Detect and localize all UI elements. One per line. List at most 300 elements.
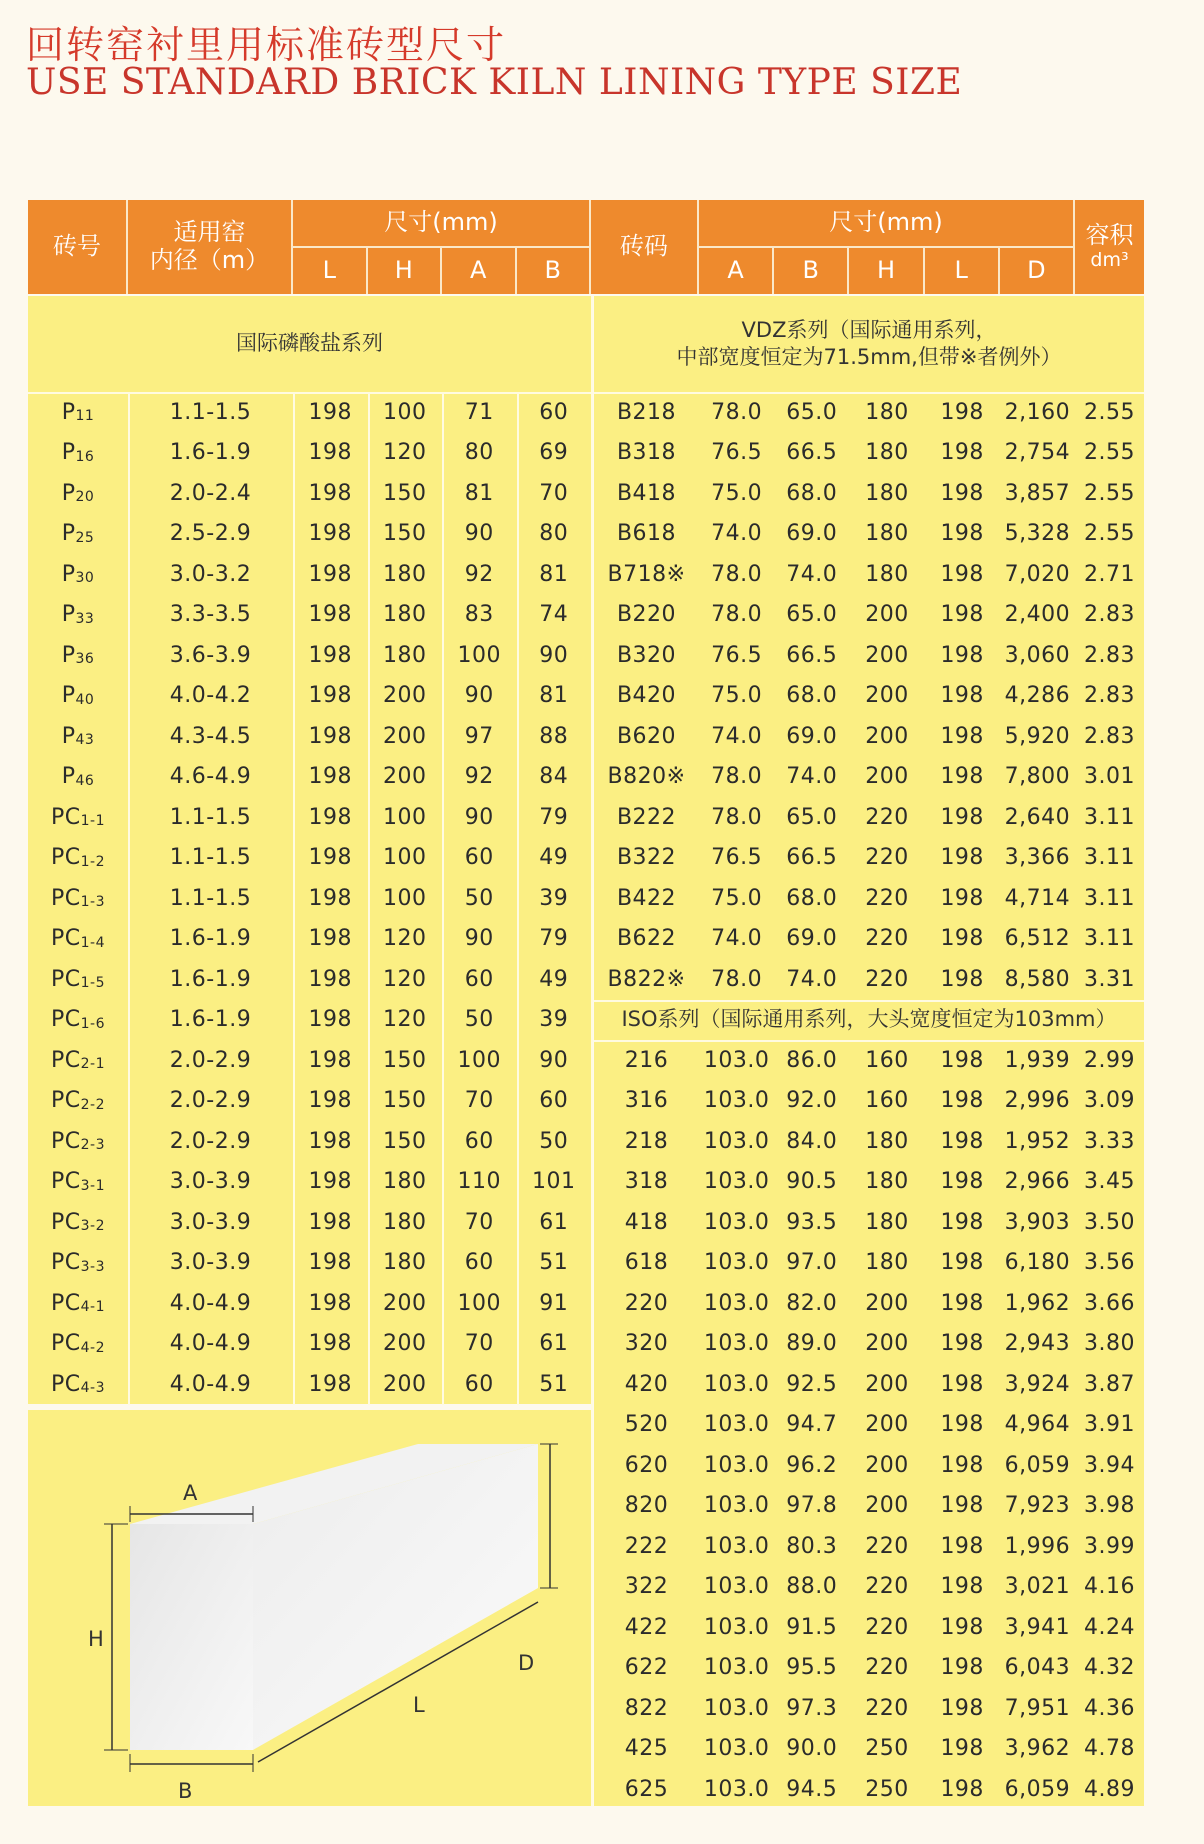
table-row	[0, 797, 1204, 838]
cell-H: 220	[865, 845, 909, 871]
cell-H: 200	[383, 1331, 427, 1357]
cell-L: 198	[940, 480, 984, 506]
brick-no-subscript: 1-4	[80, 934, 105, 951]
cell-H: 200	[383, 1371, 427, 1397]
brick-no-subscript: 2-1	[80, 1056, 105, 1073]
cell-d: 1.1-1.5	[169, 845, 252, 871]
cell-B: 93.5	[786, 1209, 838, 1235]
cell-B: 68.0	[786, 683, 838, 709]
cell-B: 80	[539, 521, 569, 547]
cell-A: 103.0	[703, 1533, 770, 1559]
cell-L: 198	[308, 1371, 352, 1397]
header-left-col: L	[293, 248, 368, 294]
table-row	[0, 716, 1204, 757]
cell-L: 198	[308, 764, 352, 790]
cell-H: 180	[383, 602, 427, 628]
cell-L: 198	[940, 1533, 984, 1559]
cell-B: 65.0	[786, 602, 838, 628]
row-divider	[28, 392, 591, 394]
cell-H: 100	[383, 804, 427, 830]
cell-B: 96.2	[786, 1452, 838, 1478]
cell-B: 69	[539, 440, 569, 466]
cell-code: B622	[616, 926, 677, 952]
cell-D: 7,800	[1004, 764, 1071, 790]
cell-H: 200	[865, 1493, 909, 1519]
cell-B: 68.0	[786, 885, 838, 911]
cell-d: 2.0-2.4	[169, 480, 252, 506]
cell-L: 198	[940, 966, 984, 992]
brick-no-subscript: 4-1	[80, 1299, 105, 1316]
cell-V: 4.36	[1084, 1695, 1135, 1721]
cell-D: 6,512	[1004, 926, 1071, 952]
cell-L: 198	[940, 1128, 984, 1154]
left-series-label: 国际磷酸盐系列	[236, 331, 383, 356]
table-row	[0, 1364, 1204, 1405]
cell-A: 75.0	[711, 683, 763, 709]
header-volume	[1075, 200, 1144, 294]
cell-L: 198	[940, 1655, 984, 1681]
cell-B: 49	[539, 966, 569, 992]
cell-V: 3.11	[1084, 845, 1135, 871]
cell-H: 200	[865, 602, 909, 628]
cell-B: 74.0	[786, 561, 838, 587]
cell-d: 1.6-1.9	[169, 966, 252, 992]
cell-H: 180	[383, 1250, 427, 1276]
cell-V: 4.89	[1084, 1776, 1135, 1802]
cell-d: 1.1-1.5	[169, 885, 252, 911]
cell-D: 3,857	[1004, 480, 1071, 506]
cell-code: B318	[616, 440, 677, 466]
brick-no-prefix: PC	[50, 1047, 81, 1073]
brick-no-subscript: 43	[75, 732, 95, 749]
cell-H: 180	[865, 440, 909, 466]
cell-B: 101	[532, 1169, 576, 1195]
cell-A: 60	[464, 1128, 494, 1154]
cell-A: 103.0	[703, 1614, 770, 1640]
cell-code: 622	[624, 1655, 669, 1681]
cell-H: 150	[383, 1128, 427, 1154]
cell-L: 198	[940, 926, 984, 952]
cell-d: 1.1-1.5	[169, 399, 252, 425]
brick-no-prefix: P	[61, 602, 76, 628]
table-row	[0, 1040, 1204, 1081]
cell-A: 103.0	[703, 1128, 770, 1154]
cell-A: 103.0	[703, 1452, 770, 1478]
brick-front-face	[130, 1524, 253, 1750]
cell-B: 92.0	[786, 1088, 838, 1114]
cell-D: 6,059	[1004, 1452, 1071, 1478]
cell-d: 1.6-1.9	[169, 926, 252, 952]
cell-B: 50	[539, 1128, 569, 1154]
cell-L: 198	[940, 1250, 984, 1276]
cell-L: 198	[940, 804, 984, 830]
cell-H: 200	[383, 1290, 427, 1316]
cell-H: 180	[865, 1128, 909, 1154]
cell-L: 198	[940, 1452, 984, 1478]
cell-D: 5,920	[1004, 723, 1071, 749]
cell-B: 97.8	[786, 1493, 838, 1519]
cell-D: 6,180	[1004, 1250, 1071, 1276]
cell-A: 97	[464, 723, 494, 749]
cell-H: 200	[865, 1412, 909, 1438]
cell-B: 70	[539, 480, 569, 506]
cell-A: 78.0	[711, 561, 763, 587]
cell-V: 4.32	[1084, 1655, 1135, 1681]
cell-H: 220	[865, 1655, 909, 1681]
cell-H: 200	[865, 1371, 909, 1397]
cell-A: 76.5	[711, 642, 763, 668]
cell-A: 100	[457, 1047, 501, 1073]
brick-no-prefix: P	[61, 683, 76, 709]
table-row	[0, 878, 1204, 919]
cell-L: 198	[940, 1331, 984, 1357]
header-left-col: H	[368, 248, 443, 294]
dim-a-label: A	[183, 1481, 198, 1505]
brick-no-prefix: P	[61, 440, 76, 466]
cell-L: 198	[940, 1169, 984, 1195]
cell-D: 6,043	[1004, 1655, 1071, 1681]
cell-A: 103.0	[703, 1169, 770, 1195]
cell-d: 3.6-3.9	[169, 642, 252, 668]
cell-V: 2.99	[1084, 1047, 1135, 1073]
brick-no-prefix: PC	[50, 804, 81, 830]
cell-B: 81	[539, 561, 569, 587]
cell-d: 4.0-4.2	[169, 683, 252, 709]
cell-B: 89.0	[786, 1331, 838, 1357]
cell-H: 100	[383, 845, 427, 871]
page-title-cn: 回转窑衬里用标准砖型尺寸	[26, 23, 507, 67]
brick-no-subscript: 1-3	[80, 894, 105, 911]
brick-no-prefix: P	[61, 480, 76, 506]
table-row	[0, 514, 1204, 555]
cell-V: 2.71	[1084, 561, 1135, 587]
cell-H: 180	[865, 480, 909, 506]
header-kiln-diameter-line1: 适用窑	[173, 218, 246, 247]
cell-V: 3.94	[1084, 1452, 1135, 1478]
cell-A: 100	[457, 1290, 501, 1316]
cell-B: 61	[539, 1209, 569, 1235]
column-divider	[442, 392, 444, 1405]
cell-D: 2,996	[1004, 1088, 1071, 1114]
cell-L: 198	[940, 1614, 984, 1640]
brick-no-prefix: PC	[50, 885, 81, 911]
cell-L: 198	[940, 521, 984, 547]
header-left-col: B	[517, 248, 592, 294]
cell-L: 198	[308, 1169, 352, 1195]
cell-H: 180	[865, 561, 909, 587]
cell-B: 84.0	[786, 1128, 838, 1154]
cell-B: 90.5	[786, 1169, 838, 1195]
cell-H: 100	[383, 885, 427, 911]
cell-H: 220	[865, 926, 909, 952]
column-divider	[128, 392, 130, 1405]
cell-B: 91	[539, 1290, 569, 1316]
brick-no-subscript: 3-3	[80, 1258, 105, 1275]
cell-B: 90	[539, 1047, 569, 1073]
cell-H: 160	[865, 1088, 909, 1114]
cell-B: 86.0	[786, 1047, 838, 1073]
cell-D: 7,923	[1004, 1493, 1071, 1519]
page-title-en: USE STANDARD BRICK KILN LINING TYPE SIZE	[26, 62, 963, 103]
cell-L: 198	[308, 642, 352, 668]
table-row	[0, 392, 1204, 433]
cell-L: 198	[308, 1331, 352, 1357]
cell-L: 198	[940, 1290, 984, 1316]
brick-no-subscript: 1-1	[80, 813, 105, 830]
cell-d: 3.0-3.2	[169, 561, 252, 587]
table-row	[0, 1324, 1204, 1365]
cell-A: 103.0	[703, 1209, 770, 1235]
header-brick-code: 砖码	[591, 200, 699, 294]
cell-A: 110	[457, 1169, 501, 1195]
brick-no-subscript: 46	[75, 772, 95, 789]
cell-L: 198	[940, 1776, 984, 1802]
cell-B: 69.0	[786, 723, 838, 749]
cell-H: 100	[383, 399, 427, 425]
cell-A: 76.5	[711, 440, 763, 466]
cell-H: 150	[383, 480, 427, 506]
cell-L: 198	[940, 723, 984, 749]
cell-d: 3.0-3.9	[169, 1250, 252, 1276]
cell-V: 2.83	[1084, 642, 1135, 668]
cell-B: 51	[539, 1250, 569, 1276]
brick-no-subscript: 20	[75, 489, 95, 506]
cell-L: 198	[308, 1209, 352, 1235]
cell-L: 198	[308, 521, 352, 547]
cell-H: 220	[865, 1695, 909, 1721]
cell-B: 79	[539, 804, 569, 830]
cell-D: 6,059	[1004, 1776, 1071, 1802]
cell-L: 198	[308, 804, 352, 830]
cell-B: 39	[539, 885, 569, 911]
cell-V: 3.99	[1084, 1533, 1135, 1559]
brick-no-subscript: 33	[75, 610, 95, 627]
cell-L: 198	[308, 1290, 352, 1316]
cell-A: 70	[464, 1331, 494, 1357]
cell-d: 4.0-4.9	[169, 1331, 252, 1357]
cell-V: 3.33	[1084, 1128, 1135, 1154]
cell-L: 198	[940, 885, 984, 911]
cell-V: 3.11	[1084, 926, 1135, 952]
header-brick-no: 砖号	[28, 200, 128, 294]
cell-L: 198	[308, 561, 352, 587]
cell-code: B422	[616, 885, 677, 911]
cell-V: 3.66	[1084, 1290, 1135, 1316]
cell-B: 81	[539, 683, 569, 709]
cell-D: 3,962	[1004, 1736, 1071, 1762]
cell-B: 94.5	[786, 1776, 838, 1802]
cell-B: 60	[539, 399, 569, 425]
brick-no-prefix: PC	[50, 1290, 81, 1316]
cell-B: 88.0	[786, 1574, 838, 1600]
cell-A: 71	[464, 399, 494, 425]
cell-B: 49	[539, 845, 569, 871]
table-row	[0, 757, 1204, 798]
cell-L: 198	[940, 642, 984, 668]
cell-A: 50	[464, 1007, 494, 1033]
cell-code: 618	[624, 1250, 669, 1276]
brick-no-subscript: 25	[75, 529, 95, 546]
cell-H: 120	[383, 926, 427, 952]
cell-A: 80	[464, 440, 494, 466]
cell-A: 78.0	[711, 602, 763, 628]
brick-no-prefix: PC	[50, 845, 81, 871]
brick-no-subscript: 2-3	[80, 1137, 105, 1154]
cell-code: 322	[624, 1574, 669, 1600]
brick-no-subscript: 11	[75, 408, 95, 425]
cell-A: 81	[464, 480, 494, 506]
table-row	[0, 1202, 1204, 1243]
cell-code: 320	[624, 1331, 669, 1357]
dim-b-label: B	[178, 1779, 193, 1803]
cell-code: B222	[616, 804, 677, 830]
cell-L: 198	[940, 1493, 984, 1519]
cell-B: 74.0	[786, 764, 838, 790]
cell-B: 66.5	[786, 845, 838, 871]
cell-A: 60	[464, 845, 494, 871]
cell-A: 60	[464, 1371, 494, 1397]
cell-L: 198	[940, 1412, 984, 1438]
cell-d: 4.0-4.9	[169, 1290, 252, 1316]
cell-A: 78.0	[711, 399, 763, 425]
cell-H: 200	[383, 683, 427, 709]
cell-code: B218	[616, 399, 677, 425]
cell-H: 200	[865, 723, 909, 749]
cell-H: 180	[383, 642, 427, 668]
table-row	[0, 1081, 1204, 1122]
cell-B: 92.5	[786, 1371, 838, 1397]
table-row	[0, 595, 1204, 636]
cell-V: 3.80	[1084, 1331, 1135, 1357]
cell-H: 180	[383, 1209, 427, 1235]
cell-D: 1,952	[1004, 1128, 1071, 1154]
header-volume-line2: dm³	[1090, 248, 1129, 271]
cell-d: 1.6-1.9	[169, 1007, 252, 1033]
cell-D: 3,903	[1004, 1209, 1071, 1235]
cell-L: 198	[308, 440, 352, 466]
cell-H: 200	[383, 764, 427, 790]
cell-B: 65.0	[786, 804, 838, 830]
cell-B: 84	[539, 764, 569, 790]
cell-code: 418	[624, 1209, 669, 1235]
cell-V: 3.31	[1084, 966, 1135, 992]
cell-L: 198	[940, 764, 984, 790]
cell-L: 198	[308, 1007, 352, 1033]
cell-A: 103.0	[703, 1331, 770, 1357]
table-row	[0, 635, 1204, 676]
cell-H: 220	[865, 966, 909, 992]
cell-A: 74.0	[711, 926, 763, 952]
header-volume-line1: 容积	[1085, 221, 1134, 250]
brick-no-prefix: PC	[50, 1250, 81, 1276]
vdz-series-label	[594, 296, 1144, 392]
cell-V: 3.11	[1084, 885, 1135, 911]
cell-A: 78.0	[711, 966, 763, 992]
cell-H: 200	[865, 764, 909, 790]
cell-B: 68.0	[786, 480, 838, 506]
cell-L: 198	[308, 885, 352, 911]
cell-D: 2,943	[1004, 1331, 1071, 1357]
cell-V: 2.83	[1084, 683, 1135, 709]
cell-A: 90	[464, 926, 494, 952]
cell-L: 198	[308, 926, 352, 952]
brick-no-prefix: PC	[50, 1331, 81, 1357]
cell-L: 198	[940, 1736, 984, 1762]
column-divider	[293, 392, 295, 1405]
cell-D: 7,020	[1004, 561, 1071, 587]
cell-B: 91.5	[786, 1614, 838, 1640]
table-row	[0, 433, 1204, 474]
cell-L: 198	[940, 845, 984, 871]
cell-B: 97.3	[786, 1695, 838, 1721]
cell-A: 103.0	[703, 1655, 770, 1681]
cell-L: 198	[940, 1574, 984, 1600]
cell-B: 65.0	[786, 399, 838, 425]
cell-A: 70	[464, 1088, 494, 1114]
header-right-col: L	[925, 248, 1000, 294]
cell-D: 3,924	[1004, 1371, 1071, 1397]
cell-V: 4.24	[1084, 1614, 1135, 1640]
cell-A: 103.0	[703, 1736, 770, 1762]
cell-no	[28, 1000, 128, 1041]
cell-d: 2.0-2.9	[169, 1128, 252, 1154]
cell-code: 218	[624, 1128, 669, 1154]
cell-V: 3.50	[1084, 1209, 1135, 1235]
brick-no-prefix: P	[61, 723, 76, 749]
cell-V: 3.09	[1084, 1088, 1135, 1114]
cell-L: 198	[308, 1250, 352, 1276]
header-right-col: B	[774, 248, 849, 294]
cell-B: 94.7	[786, 1412, 838, 1438]
cell-D: 2,966	[1004, 1169, 1071, 1195]
cell-code: 822	[624, 1695, 669, 1721]
cell-L: 198	[940, 561, 984, 587]
cell-A: 74.0	[711, 521, 763, 547]
cell-A: 75.0	[711, 480, 763, 506]
brick-no-subscript: 40	[75, 691, 95, 708]
table-row	[0, 554, 1204, 595]
cell-A: 90	[464, 683, 494, 709]
brick-no-subscript: 16	[75, 448, 95, 465]
brick-no-subscript: 4-3	[80, 1380, 105, 1397]
brick-no-prefix: PC	[50, 1088, 81, 1114]
cell-H: 150	[383, 1047, 427, 1073]
cell-H: 250	[865, 1736, 909, 1762]
cell-code: 422	[624, 1614, 669, 1640]
brick-diagram	[28, 1410, 591, 1806]
brick-no-subscript: 4-2	[80, 1339, 105, 1356]
cell-D: 1,996	[1004, 1533, 1071, 1559]
brick-no-prefix: PC	[50, 1007, 81, 1033]
cell-H: 180	[865, 1209, 909, 1235]
header-right-col: H	[849, 248, 924, 294]
cell-A: 78.0	[711, 804, 763, 830]
header-size-right: 尺寸(mm)	[699, 200, 1075, 246]
cell-B: 90	[539, 642, 569, 668]
cell-B: 66.5	[786, 440, 838, 466]
cell-H: 200	[865, 1331, 909, 1357]
cell-d: 4.3-4.5	[169, 723, 252, 749]
cell-code: 220	[624, 1290, 669, 1316]
brick-no-prefix: PC	[50, 926, 81, 952]
cell-code: B420	[616, 683, 677, 709]
cell-L: 198	[940, 1047, 984, 1073]
cell-D: 4,286	[1004, 683, 1071, 709]
brick-no-prefix: PC	[50, 966, 81, 992]
cell-B: 97.0	[786, 1250, 838, 1276]
brick-no-subscript: 3-1	[80, 1177, 105, 1194]
cell-L: 198	[308, 1128, 352, 1154]
